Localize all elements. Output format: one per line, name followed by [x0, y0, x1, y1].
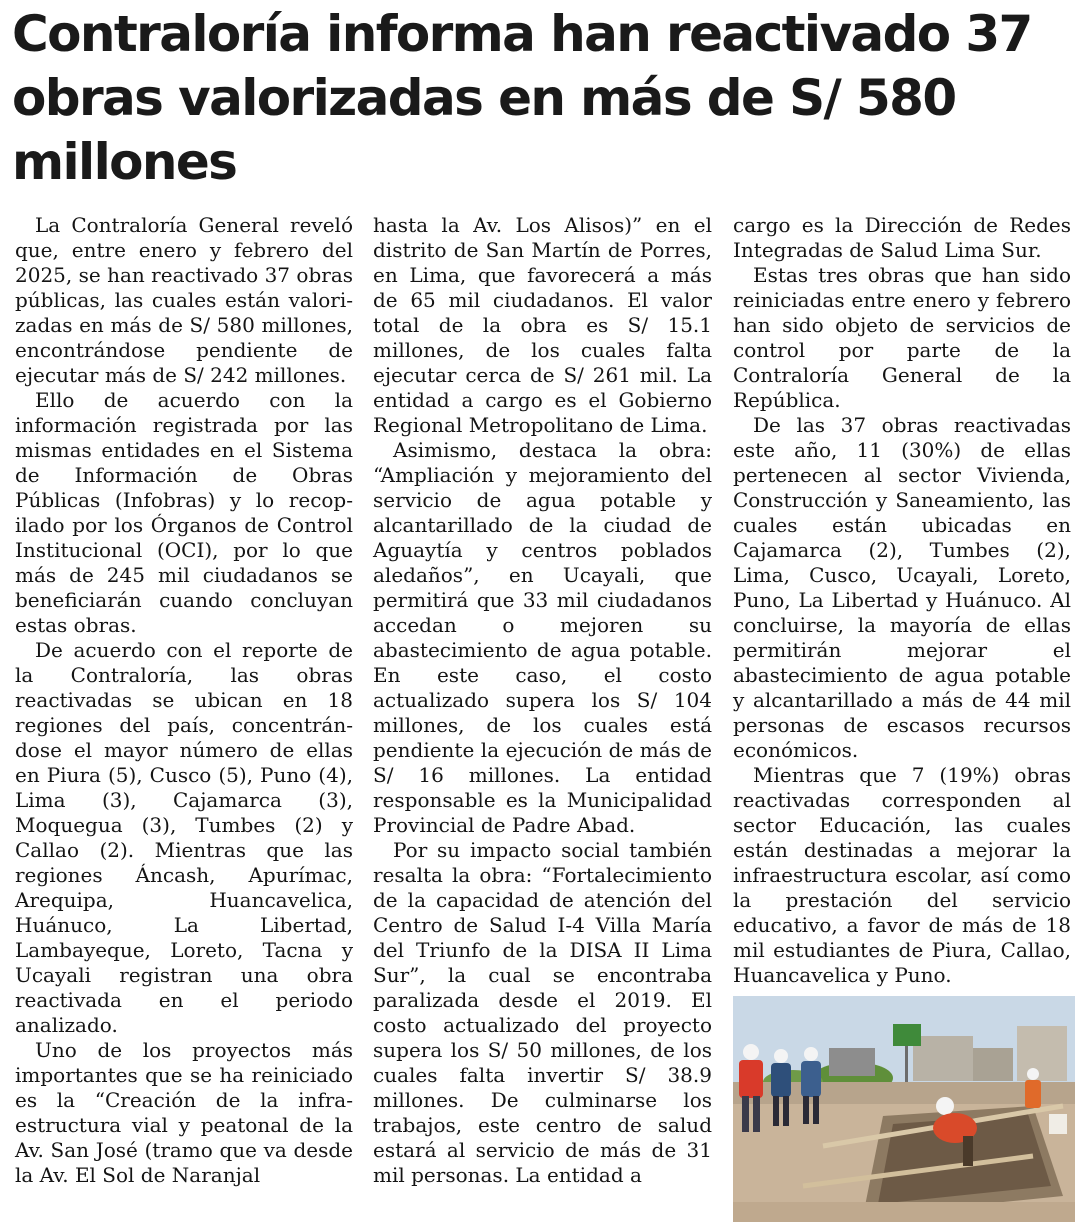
paragraph: De las 37 obras reactivadas este año, 11 (30%) de ellas pertenecen al sector Vivienda, Construcción y Saneamiento, las cuales están ubicadas en Cajamarca (2), Tumbes (2), Lima, Cusco, Ucayali, Loreto, Puno, La Libertad y Huánuco. Al concluirse, la mayoría de ellas permitirán mejorar el abastecimiento de agua potable y alcantarillado a más de 44 mil personas de escasos recursos económicos.: [733, 413, 1071, 762]
worker-leg: [963, 1136, 973, 1166]
photo-illustration: [733, 996, 1075, 1222]
paragraph: Ello de acuerdo con la información registrada por las mismas entidades en el Sistema de Información de Obras Públicas (Infobras) y lo recopilado por los Órganos de Control Institucional (OCI), por lo que más de 245 mil ciudadanos se beneficiarán cuando concluyan estas obras.: [15, 388, 353, 637]
worker-vest: [739, 1060, 763, 1098]
article-column-3: [733, 213, 1071, 988]
building: [973, 1048, 1013, 1081]
worker-leg: [813, 1096, 819, 1124]
building: [913, 1036, 973, 1081]
paragraph: cargo es la Dirección de Redes Integradas de Salud Lima Sur.: [733, 213, 1071, 262]
article-headline: Contraloría informa han reactivado 37 obras valorizadas en más de S/ 580 millones: [12, 5, 1032, 191]
article-column-1: [15, 213, 353, 1188]
article-column-2: [373, 213, 712, 1188]
worker-jacket: [771, 1063, 791, 1097]
paragraph: hasta la Av. Los Alisos)” en el distrito de San Martín de Porres, en Lima, que favorecerá a más de 65 mil ciudadanos. El valor total de la obra es S/ 15.1 millones, de los cuales falta ejecutar cerca de S/ 261 mil. La entidad a cargo es el Gobierno Regional Metropolitano de Lima.: [373, 213, 712, 437]
bucket: [1049, 1114, 1067, 1134]
paragraph: Estas tres obras que han sido reiniciadas entre enero y febrero han sido objeto de servicios de control por parte de la Contraloría General de la República.: [733, 263, 1071, 412]
paragraph: De acuerdo con el reporte de la Contraloría, las obras reactivadas se ubican en 18 regiones del país, concentrándose el mayor número de ellas en Piura (5), Cusco (5), Puno (4), Lima (3), Cajamarca (3), Moquegua (3), Tumbes (2) y Callao (2). Mientras que las regiones Áncash, Apurímac, Arequipa, Huancavelica, Huánuco, La Libertad, Lambayeque, Loreto, Tacna y Ucayali registran una obra reactivada en el periodo analizado.: [15, 638, 353, 1037]
helmet: [774, 1049, 788, 1063]
green-sign: [893, 1024, 921, 1046]
ground-front: [733, 1202, 1075, 1222]
worker-leg: [742, 1096, 749, 1132]
worker-leg: [803, 1096, 809, 1124]
paragraph: Uno de los proyectos más importantes que se ha reiniciado es la “Creación de la infraestructura vial y peatonal de la Av. San José (tramo que va desde la Av. El Sol de Naranjal: [15, 1038, 353, 1187]
paragraph: La Contraloría General reveló que, entre enero y febrero del 2025, se han reactivado 37 obras públicas, las cuales están valorizadas en más de S/ 580 millones, encontrándose pendiente de ejecutar más de S/ 242 millones.: [15, 213, 353, 387]
worker-leg: [783, 1096, 789, 1126]
helmet: [743, 1044, 759, 1060]
paragraph: Mientras que 7 (19%) obras reactivadas corresponden al sector Educación, las cuales están destinadas a mejorar la infraestructura escolar, así como la prestación del servicio educativo, a favor de más de 18 mil estudiantes de Piura, Callao, Huancavelica y Puno.: [733, 763, 1071, 987]
paragraph: Por su impacto social también resalta la obra: “Fortalecimiento de la capacidad de atención del Centro de Salud I-4 Villa María del Triunfo de la DISA II Lima Sur”, la cual se encontraba paralizada desde el 2019. El costo actualizado del proyecto supera los S/ 50 millones, de los cuales falta invertir S/ 38.9 millones. De culminarse los trabajos, este centro de salud estará al servicio de más de 31 mil personas. La entidad a: [373, 838, 712, 1187]
paragraph: Asimismo, destaca la obra: “Ampliación y mejoramiento del servicio de agua potable y alcantarillado de la ciudad de Aguaytía y centros poblados aledaños”, en Ucayali, que permitirá que 33 mil ciudadanos accedan o mejoren su abastecimiento de agua potable. En este caso, el costo actualizado supera los S/ 104 millones, de los cuales está pendiente la ejecución de más de S/ 16 millones. La entidad responsable es la Municipalidad Provincial de Padre Abad.: [373, 438, 712, 837]
worker-jacket: [801, 1061, 821, 1097]
building: [1017, 1026, 1067, 1081]
worker-leg: [753, 1096, 760, 1132]
helmet: [804, 1047, 818, 1061]
worker-vest: [1025, 1080, 1041, 1108]
truck: [829, 1048, 875, 1076]
helmet: [1027, 1068, 1039, 1080]
construction-workers-photo: [733, 996, 1075, 1222]
sign-post: [905, 1046, 908, 1086]
worker-leg: [773, 1096, 779, 1126]
helmet: [936, 1097, 954, 1115]
